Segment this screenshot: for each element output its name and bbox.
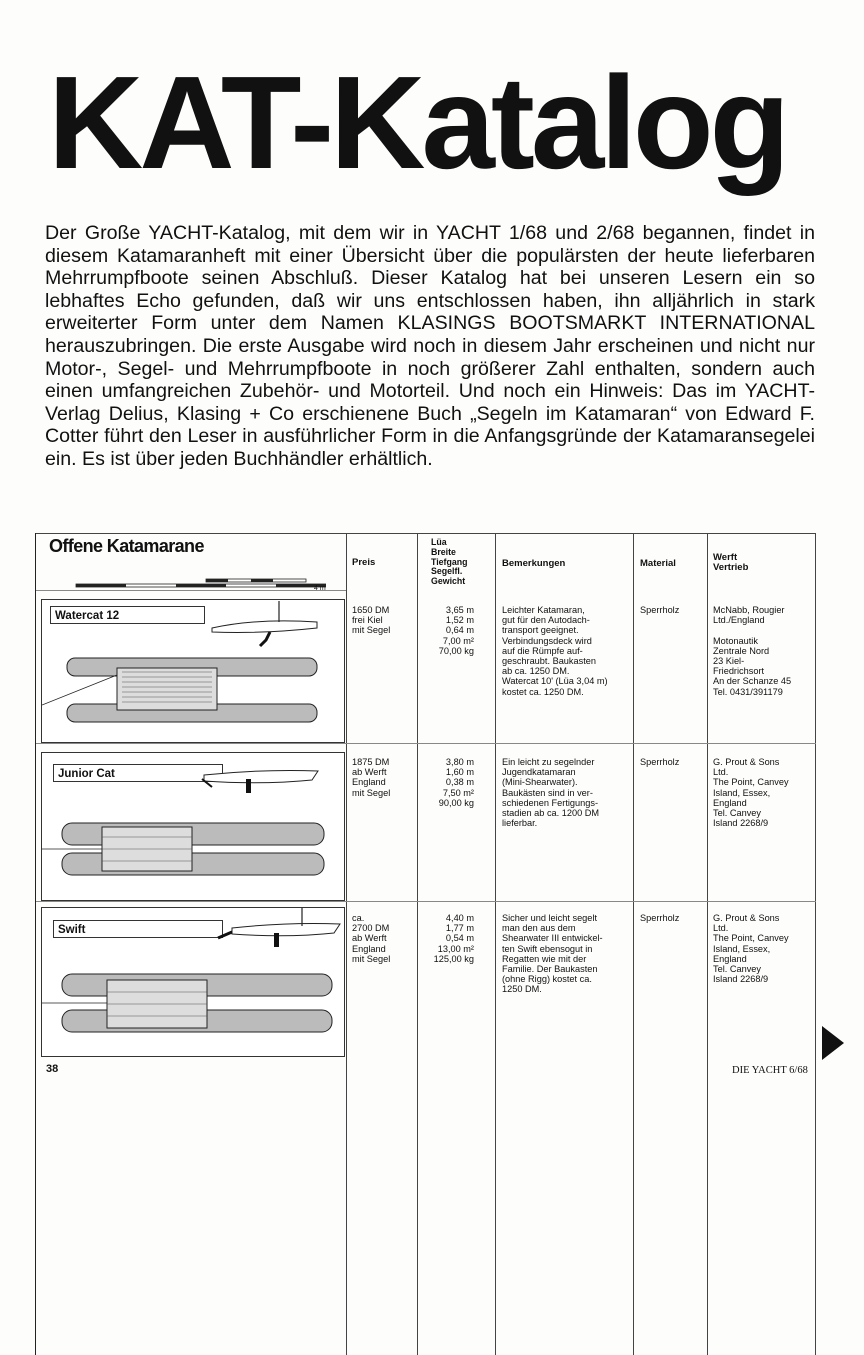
bemerkungen-cell: Ein leicht zu segelnder Jugendkatamaran (Mini-Shearwater). Baukästen sind in ver- schiedenen Fertigungs- stadien ab ca. 1200 DM lieferbar. — [502, 757, 600, 829]
junior-cat-drawing — [42, 753, 344, 900]
header-preis: Preis — [352, 557, 376, 568]
header-dims: Lüa Breite Tiefgang Segelfl. Gewicht — [431, 537, 468, 587]
column-divider — [417, 533, 418, 1355]
header-werft: Werft Vertrieb — [713, 552, 749, 573]
scale-bar — [66, 573, 326, 595]
swift-drawing — [42, 908, 344, 1056]
header-material: Material — [640, 558, 676, 569]
page-number: 38 — [46, 1063, 59, 1075]
bemerkungen-cell: Leichter Katamaran, gut für den Autodach- transport geeignet. Verbindungsdeck wird auf die Rümpfe auf- geschraubt. Baukasten ab ca. 1250 DM. Watercat 10' (Lüa 3,04 m) kostet ca. 1250 DM. — [502, 605, 608, 697]
column-divider — [633, 533, 634, 1355]
dims-cell: 3,65 m 1,52 m 0,64 m 7,00 m² 70,00 kg — [438, 605, 474, 656]
publication-label: DIE YACHT 6/68 — [732, 1065, 808, 1076]
material-cell: Sperrholz — [640, 757, 680, 767]
boat-drawing-frame — [41, 752, 345, 901]
intro-paragraph: Der Große YACHT-Katalog, mit dem wir in YACHT 1/68 und 2/68 begannen, findet in diesem Katamaranheft mit einer Übersicht über die populärsten der heute lieferbaren Mehrrumpfboote seinen Abschluß. Dieser Katalog hat bei unseren Lesern ein so lebhaftes Echo gefunden, daß wir uns entschlossen haben, ihn alljährlich in stark erweiterter Form unter dem Namen KLASINGS BOOTSMARKT INTERNATIONAL herauszubringen. Die erste Ausgabe wird noch in diesem Jahr erscheinen und nicht nur Motor-, Segel- und Mehrrumpfboote in noch größerer Zahl enthalten, sondern auch einen umfangreichen Zubehör- und Motorteil. Und noch ein Hinweis: Das im YACHT-Verlag Delius, Klasing + Co erschienene Buch „Segeln im Katamaran“ von Edward F. Cotter führt den Leser in ausführlicher Form in die Anfangsgründe der Katamaransegelei ein. Es ist über jeden Buchhändler erhältlich. — [45, 222, 815, 470]
boat-drawing-frame — [41, 599, 345, 743]
preis-cell: ca. 2700 DM ab Werft England mit Segel — [352, 913, 391, 964]
preis-cell: 1875 DM ab Werft England mit Segel — [352, 757, 391, 798]
catamaran-table — [35, 533, 816, 1355]
header-bemerkungen: Bemerkungen — [502, 558, 566, 569]
row-divider — [36, 743, 816, 744]
table-top-border — [36, 533, 816, 534]
werft-cell: G. Prout & Sons Ltd. The Point, Canvey Island, Essex, England Tel. Canvey Island 2268/9 — [713, 913, 789, 985]
watercat-drawing — [42, 600, 344, 742]
page-title: KAT-Katalog — [48, 49, 787, 196]
next-page-arrow-icon[interactable] — [822, 1026, 844, 1060]
scale-label: 4 m — [314, 585, 326, 592]
column-divider — [815, 533, 816, 1355]
dims-cell: 4,40 m 1,77 m 0,54 m 13,00 m² 125,00 kg — [433, 913, 474, 964]
boat-name: Swift — [53, 920, 223, 938]
column-divider — [495, 533, 496, 1355]
material-cell: Sperrholz — [640, 605, 680, 615]
werft-cell: McNabb, Rougier Ltd./England Motonautik Zentrale Nord 23 Kiel- Friedrichsort An der Schanze 45 Tel. 0431/391179 — [713, 605, 792, 697]
column-divider — [707, 533, 708, 1355]
preis-cell: 1650 DM frei Kiel mit Segel — [352, 605, 391, 636]
row-divider — [36, 901, 816, 902]
werft-cell: G. Prout & Sons Ltd. The Point, Canvey Island, Essex, England Tel. Canvey Island 2268/9 — [713, 757, 789, 829]
boat-drawing-frame — [41, 907, 345, 1057]
boat-name: Junior Cat — [53, 764, 223, 782]
column-divider — [346, 533, 347, 1355]
section-title: Offene Katamarane — [49, 536, 204, 556]
boat-name: Watercat 12 — [50, 606, 205, 624]
dims-cell: 3,80 m 1,60 m 0,38 m 7,50 m² 90,00 kg — [438, 757, 474, 808]
material-cell: Sperrholz — [640, 913, 680, 923]
bemerkungen-cell: Sicher und leicht segelt man den aus dem Shearwater III entwickel- ten Swift ebensogut in Regatten wie mit der Familie. Der Baukasten (ohne Rigg) kostet ca. 1250 DM. — [502, 913, 603, 995]
